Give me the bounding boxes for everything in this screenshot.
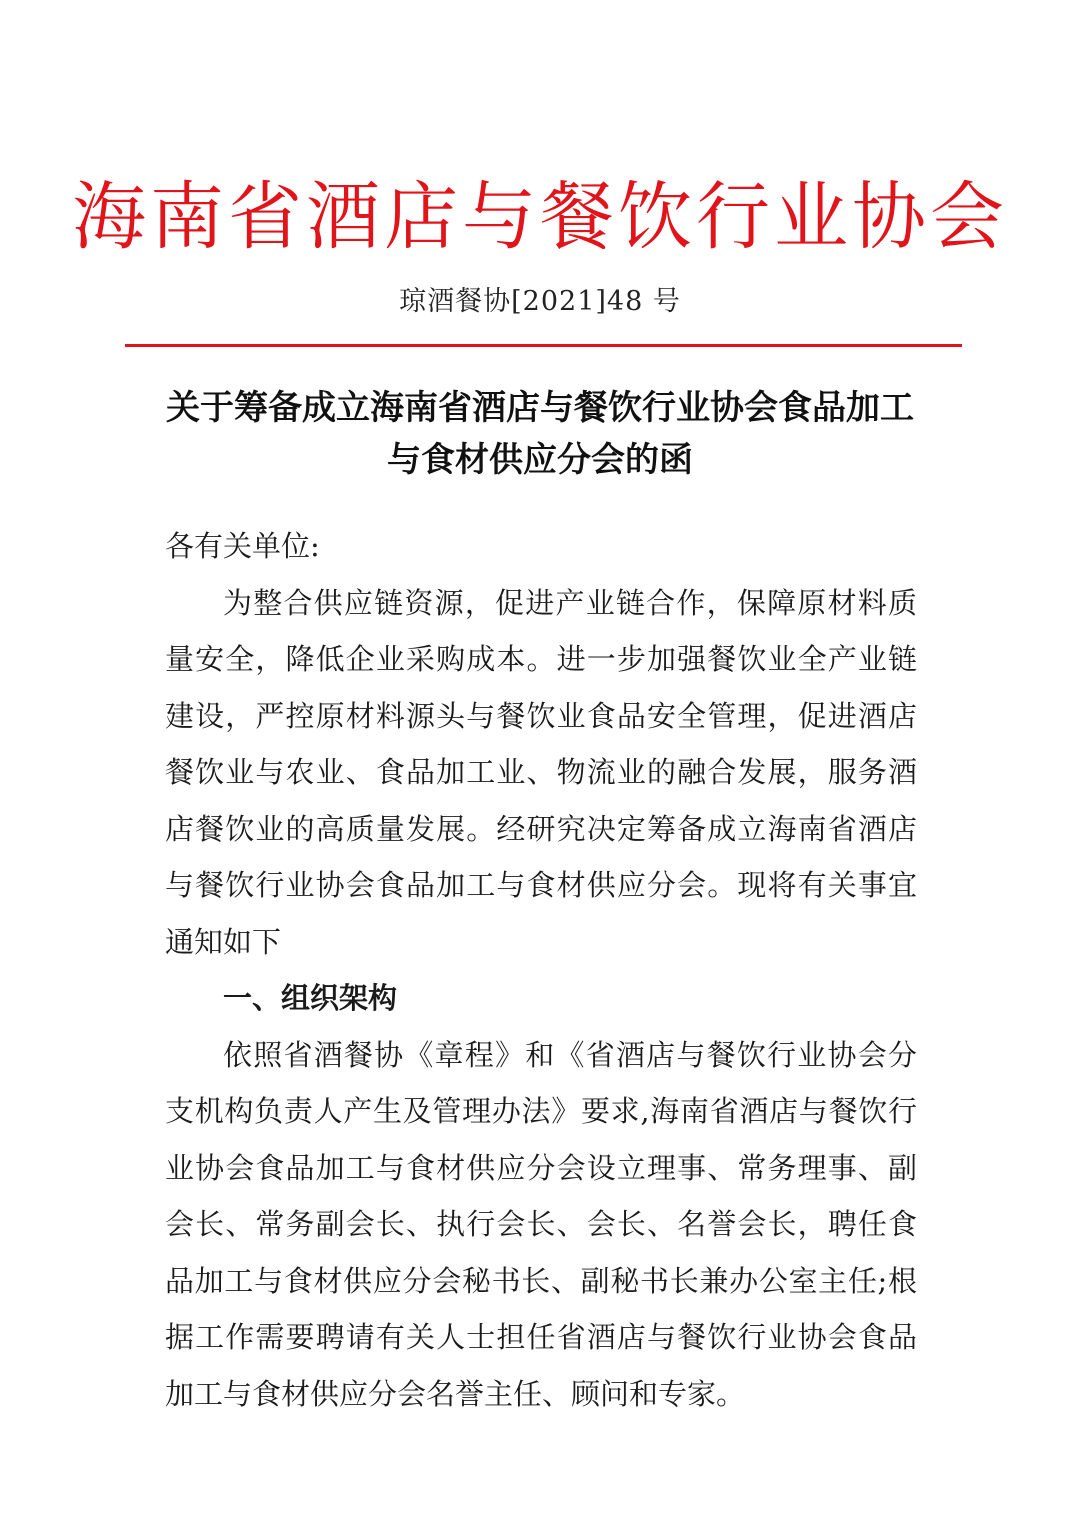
paragraph-organization: 依照省酒餐协《章程》和《省酒店与餐饮行业协会分支机构负责人产生及管理办法》要求,海南省酒店与餐饮行业协会食品加工与食材供应分会设立理事、常务理事、副会长、常务副会长、执行会长、会长、名誉会长，聘任食品加工与食材供应分会秘书长、副秘书长兼办公室主任;根据工作需要聘请有关人士担任省酒店与餐饮行业协会食品加工与食材供应分会名誉主任、顾问和专家。 (165, 1037, 917, 1411)
paragraph-purpose: 为整合供应链资源，促进产业链合作，保障原材料质量安全，降低企业采购成本。进一步加强餐饮业全产业链建设，严控原材料源头与餐饮业食品安全管理，促进酒店餐饮业与农业、食品加工业、物流业的融合发展，服务酒店餐饮业的高质量发展。经研究决定筹备成立海南省酒店与餐饮行业协会食品加工与食材供应分会。现将有关事宜通知如下 (165, 585, 917, 959)
letterhead-org-name: 海南省酒店与餐饮行业协会 (72, 174, 1008, 260)
letterhead-red-divider (125, 344, 962, 347)
document-title-line-1: 关于筹备成立海南省酒店与餐饮行业协会食品加工 (166, 388, 914, 428)
document-body (165, 518, 917, 1422)
document-number: 琼酒餐协[2021]48 号 (399, 286, 681, 317)
section-heading-organization: 一、组织架构 (223, 981, 398, 1015)
salutation: 各有关单位: (165, 529, 320, 563)
document-title-line-2: 与食材供应分会的函 (387, 440, 693, 480)
document-title (0, 382, 1080, 486)
